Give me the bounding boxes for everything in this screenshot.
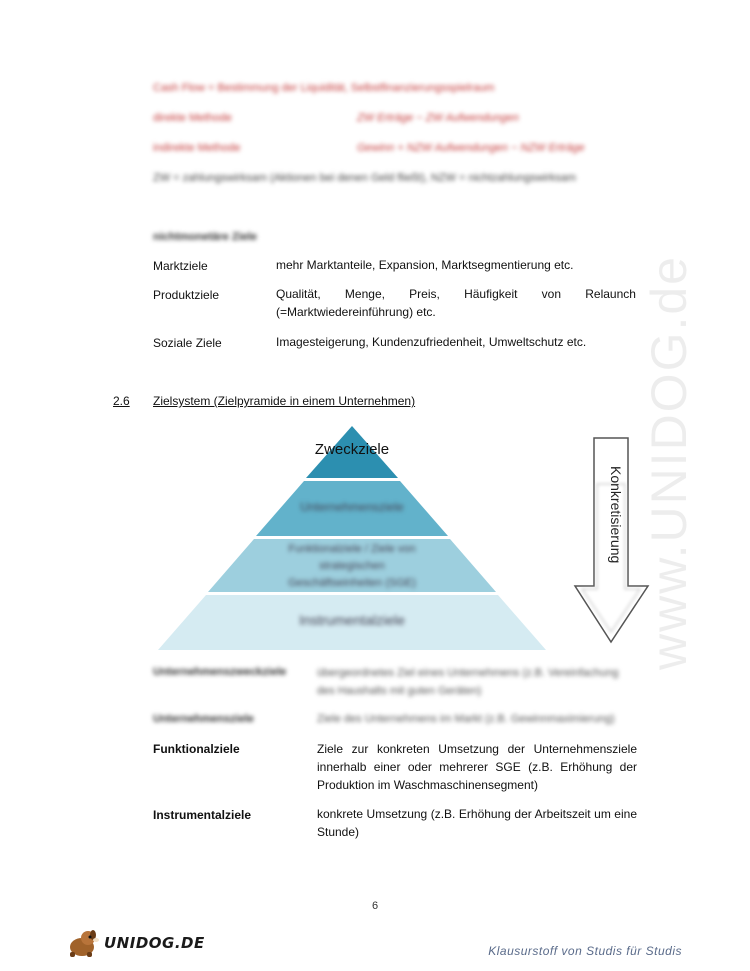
def-purpose-goals: übergeordnetes Ziel eines Unternehmens (z.B. Vereinfachung des Haushalts mit guten Geräten): [317, 667, 619, 697]
goal-label-market: Marktziele: [153, 259, 208, 273]
pyramid-level3-label: [240, 541, 464, 592]
section-title: Zielsystem (Zielpyramide in einem Unternehmen): [153, 394, 416, 408]
watermark-text: www.UNIDOG.de: [641, 255, 697, 670]
def-functional-goals: Ziele zur konkreten Umsetzung der Unternehmensziele innerhalb einer oder mehrerer SGE (z.B. Erhöhung der Produktion im Waschmaschinensegment): [317, 742, 637, 792]
cashflow-line: Cash Flow = Bestimmung der Liquidität, Selbstfinanzierungsspielraum: [153, 82, 495, 94]
footer-logo: [66, 928, 205, 958]
section-number: 2.6: [113, 394, 130, 408]
non-monetary-heading: nichtmonetäre Ziele: [153, 231, 257, 243]
page-number: 6: [371, 900, 379, 912]
product-word: Relaunch: [585, 287, 636, 301]
indirect-method-label: indirekte Methode: [153, 142, 241, 154]
pyramid-level2-label: Unternehmensziele: [300, 500, 404, 514]
product-word: Qualität,: [276, 287, 321, 301]
goal-text-social: Imagesteigerung, Kundenzufriedenheit, Umweltschutz etc.: [276, 335, 587, 349]
goal-label-product: Produktziele: [153, 288, 220, 302]
term-functional-goals: Funktionalziele: [153, 742, 240, 756]
term-company-goals: Unternehmensziele: [153, 713, 254, 725]
footer-tagline: Klausurstoff von Studis für Studis: [488, 944, 682, 958]
goal-text-product-line2: (=Marktwiedereinführung) etc.: [276, 305, 436, 319]
level3-line: strategischen: [319, 560, 385, 572]
term-instrumental-goals: Instrumentalziele: [153, 808, 252, 822]
level3-line: Funktionalziele / Ziele von: [288, 543, 416, 555]
goal-label-social: Soziale Ziele: [153, 336, 222, 350]
dog-icon: [66, 928, 100, 958]
def-instrumental-goals: konkrete Umsetzung (z.B. Erhöhung der Arbeitszeit um eine Stunde): [317, 807, 637, 839]
arrow-label: Konkretisierung: [608, 466, 624, 564]
logo-text: UNIDOG.DE: [104, 934, 205, 952]
direct-method-label: direkte Methode: [153, 112, 232, 124]
pyramid-top-label: Zweckziele: [314, 441, 390, 458]
product-word: Häufigkeit: [464, 287, 518, 301]
zw-note: ZW = zahlungswirksam (Aktionen bei denen Geld fließt), NZW = nichtzahlungswirksam: [153, 172, 577, 184]
product-word: Menge,: [344, 287, 385, 301]
direct-method-formula: ZW Erträge − ZW Aufwendungen: [357, 112, 519, 124]
indirect-method-formula: Gewinn + NZW Aufwendungen − NZW Erträge: [357, 142, 585, 154]
term-purpose-goals: Unternehmenszweckziele: [153, 666, 287, 678]
pyramid-level4-label: Instrumentalziele: [299, 612, 405, 628]
product-word: Preis,: [409, 287, 440, 301]
def-company-goals: Ziele des Unternehmens im Markt (z.B. Gewinnmaximierung): [317, 713, 615, 725]
goal-text-product-line1: [276, 285, 636, 303]
goal-text-market: mehr Marktanteile, Expansion, Marktsegmentierung etc.: [276, 258, 574, 272]
level3-line: Geschäftseinheiten (SGE): [288, 577, 416, 589]
product-word: von: [541, 287, 562, 301]
